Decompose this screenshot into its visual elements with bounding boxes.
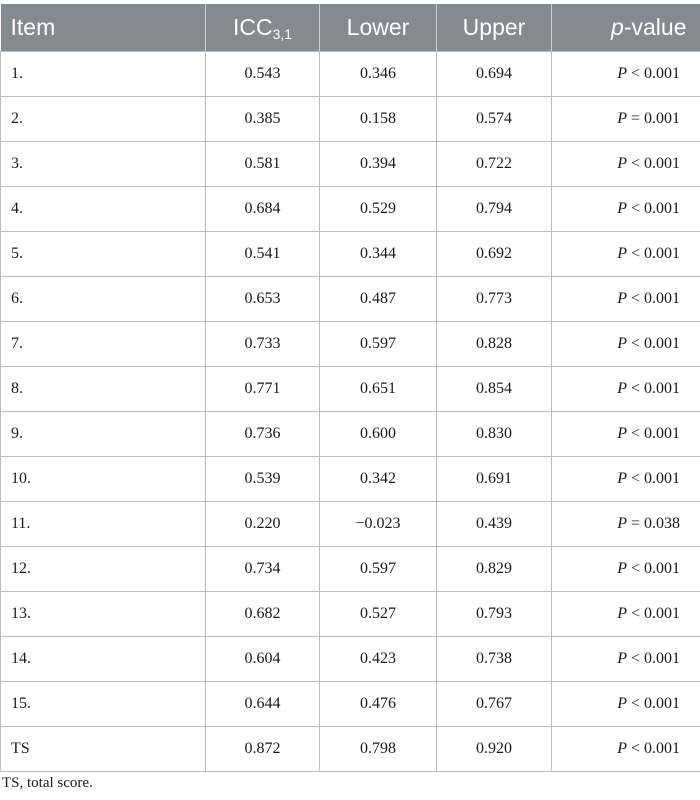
table-row (1, 367, 700, 412)
cell-p-value (552, 277, 700, 322)
cell-item: 4. (1, 187, 206, 232)
table-container (0, 4, 700, 772)
cell-p-value (552, 52, 700, 97)
cell-item: 12. (1, 547, 206, 592)
cell-upper: 0.767 (437, 682, 552, 727)
cell-p-value (552, 412, 700, 457)
table-row (1, 457, 700, 502)
cell-p-value (552, 502, 700, 547)
p-symbol: P (617, 425, 627, 442)
p-symbol: P (617, 200, 627, 217)
cell-item: 7. (1, 322, 206, 367)
cell-upper: 0.794 (437, 187, 552, 232)
cell-p-value (552, 97, 700, 142)
cell-lower: 0.344 (320, 232, 437, 277)
table-row (1, 277, 700, 322)
p-symbol: P (617, 155, 627, 172)
p-value-text: < 0.001 (626, 560, 680, 577)
cell-upper: 0.692 (437, 232, 552, 277)
p-value-text: < 0.001 (626, 155, 680, 172)
cell-icc: 0.733 (206, 322, 320, 367)
p-symbol: P (617, 695, 627, 712)
cell-upper: 0.773 (437, 277, 552, 322)
cell-icc: 0.604 (206, 637, 320, 682)
cell-p-value (552, 142, 700, 187)
cell-upper: 0.574 (437, 97, 552, 142)
p-value-text: < 0.001 (626, 650, 680, 667)
cell-lower: 0.394 (320, 142, 437, 187)
cell-icc: 0.682 (206, 592, 320, 637)
cell-lower: 0.597 (320, 547, 437, 592)
cell-p-value (552, 367, 700, 412)
p-value-text: < 0.001 (626, 470, 680, 487)
cell-item: 8. (1, 367, 206, 412)
p-symbol: P (617, 560, 627, 577)
cell-item: 1. (1, 52, 206, 97)
table-footnote: TS, total score. (2, 775, 93, 791)
cell-icc: 0.543 (206, 52, 320, 97)
table-body (1, 52, 700, 772)
table-row (1, 232, 700, 277)
p-symbol: P (617, 110, 627, 127)
cell-lower: −0.023 (320, 502, 437, 547)
icc-table (0, 4, 700, 772)
cell-lower: 0.158 (320, 97, 437, 142)
header-item-label: Item (10, 14, 56, 40)
header-p-italic: p (611, 14, 624, 40)
cell-lower: 0.529 (320, 187, 437, 232)
table-row (1, 502, 700, 547)
cell-upper: 0.854 (437, 367, 552, 412)
cell-icc: 0.653 (206, 277, 320, 322)
cell-upper: 0.828 (437, 322, 552, 367)
cell-upper: 0.439 (437, 502, 552, 547)
cell-item: 2. (1, 97, 206, 142)
p-value-text: < 0.001 (626, 695, 680, 712)
cell-item: 9. (1, 412, 206, 457)
cell-p-value (552, 457, 700, 502)
cell-upper: 0.793 (437, 592, 552, 637)
p-value-text: < 0.001 (626, 335, 680, 352)
p-value-text: < 0.001 (626, 425, 680, 442)
table-row (1, 412, 700, 457)
p-value-text: = 0.001 (626, 110, 680, 127)
cell-p-value (552, 547, 700, 592)
p-symbol: P (617, 740, 627, 757)
cell-lower: 0.798 (320, 727, 437, 772)
header-icc (206, 4, 320, 52)
cell-lower: 0.597 (320, 322, 437, 367)
cell-upper: 0.738 (437, 637, 552, 682)
p-value-text: < 0.001 (626, 290, 680, 307)
cell-icc: 0.872 (206, 727, 320, 772)
cell-lower: 0.527 (320, 592, 437, 637)
cell-icc: 0.539 (206, 457, 320, 502)
header-p-rest: -value (623, 14, 687, 40)
cell-icc: 0.220 (206, 502, 320, 547)
cell-p-value (552, 232, 700, 277)
header-p-value (552, 4, 700, 52)
cell-upper: 0.691 (437, 457, 552, 502)
cell-icc: 0.734 (206, 547, 320, 592)
cell-upper: 0.722 (437, 142, 552, 187)
cell-p-value (552, 727, 700, 772)
header-lower (320, 4, 437, 52)
table-row (1, 52, 700, 97)
p-value-text: < 0.001 (626, 380, 680, 397)
table-row (1, 547, 700, 592)
cell-lower: 0.600 (320, 412, 437, 457)
cell-item: 5. (1, 232, 206, 277)
header-upper-label: Upper (462, 14, 526, 40)
cell-p-value (552, 637, 700, 682)
table-row (1, 682, 700, 727)
cell-upper: 0.829 (437, 547, 552, 592)
table-header (1, 4, 700, 52)
cell-item: TS (1, 727, 206, 772)
cell-p-value (552, 322, 700, 367)
cell-item: 6. (1, 277, 206, 322)
cell-upper: 0.694 (437, 52, 552, 97)
table-row (1, 637, 700, 682)
header-row (1, 4, 700, 52)
table-row (1, 97, 700, 142)
p-symbol: P (617, 290, 627, 307)
cell-icc: 0.736 (206, 412, 320, 457)
cell-upper: 0.920 (437, 727, 552, 772)
cell-icc: 0.684 (206, 187, 320, 232)
table-row (1, 187, 700, 232)
cell-lower: 0.487 (320, 277, 437, 322)
p-symbol: P (617, 245, 627, 262)
table-row (1, 727, 700, 772)
cell-item: 10. (1, 457, 206, 502)
cell-icc: 0.581 (206, 142, 320, 187)
table-row (1, 322, 700, 367)
p-value-text: < 0.001 (626, 245, 680, 262)
cell-icc: 0.771 (206, 367, 320, 412)
cell-p-value (552, 592, 700, 637)
cell-lower: 0.346 (320, 52, 437, 97)
cell-icc: 0.644 (206, 682, 320, 727)
cell-item: 11. (1, 502, 206, 547)
p-value-text: = 0.038 (626, 515, 680, 532)
cell-icc: 0.385 (206, 97, 320, 142)
p-symbol: P (617, 380, 627, 397)
p-value-text: < 0.001 (626, 740, 680, 757)
p-symbol: P (617, 650, 627, 667)
header-icc-label: ICC (232, 13, 273, 40)
cell-lower: 0.342 (320, 457, 437, 502)
p-symbol: P (617, 515, 627, 532)
p-symbol: P (617, 65, 627, 82)
p-value-text: < 0.001 (626, 200, 680, 217)
cell-item: 14. (1, 637, 206, 682)
cell-lower: 0.423 (320, 637, 437, 682)
table-row (1, 142, 700, 187)
cell-item: 3. (1, 142, 206, 187)
header-lower-label: Lower (346, 14, 410, 40)
cell-icc: 0.541 (206, 232, 320, 277)
cell-lower: 0.476 (320, 682, 437, 727)
p-value-text: < 0.001 (626, 65, 680, 82)
cell-upper: 0.830 (437, 412, 552, 457)
cell-p-value (552, 682, 700, 727)
table-row (1, 592, 700, 637)
p-symbol: P (617, 335, 627, 352)
cell-item: 15. (1, 682, 206, 727)
cell-item: 13. (1, 592, 206, 637)
cell-p-value (552, 187, 700, 232)
p-value-text: < 0.001 (626, 605, 680, 622)
p-symbol: P (617, 470, 627, 487)
p-symbol: P (617, 605, 627, 622)
header-item (1, 4, 206, 52)
header-icc-subscript: 3,1 (272, 25, 293, 42)
header-upper (437, 4, 552, 52)
cell-lower: 0.651 (320, 367, 437, 412)
